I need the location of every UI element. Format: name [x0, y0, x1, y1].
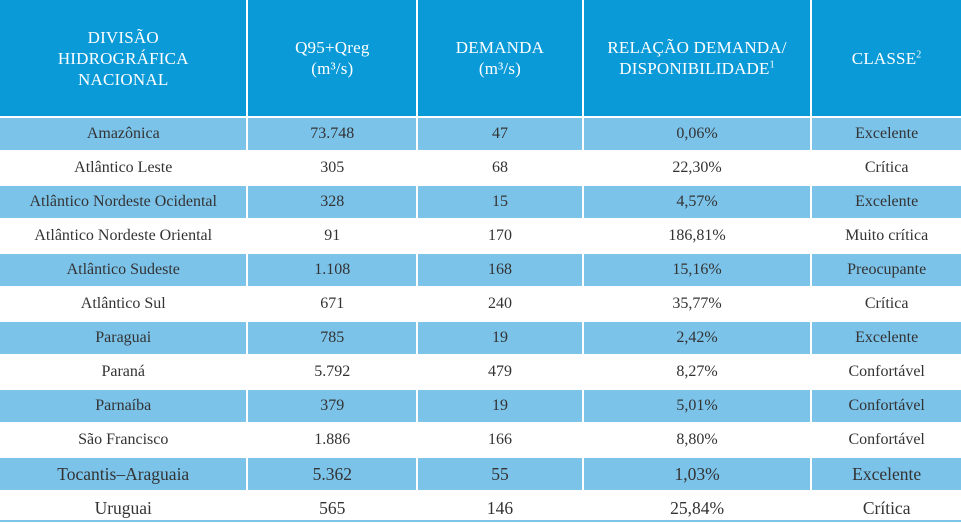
cell-relacao: 0,06%: [584, 118, 811, 150]
cell-classe: Excelente: [812, 118, 961, 150]
cell-divisao: Paraná: [0, 356, 246, 388]
cell-demanda: 479: [418, 356, 582, 388]
cell-q95: 73.748: [248, 118, 416, 150]
cell-q95: 379: [248, 390, 416, 422]
cell-demanda: 19: [418, 390, 582, 422]
table-row: [0, 152, 961, 184]
cell-q95: 5.792: [248, 356, 416, 388]
cell-q95: 671: [248, 288, 416, 320]
cell-divisao: Atlântico Nordeste Oriental: [0, 220, 246, 252]
cell-q95: 785: [248, 322, 416, 354]
table-header: [0, 0, 961, 116]
header-divisao-label: DIVISÃO HIDROGRÁFICA NACIONAL: [57, 27, 189, 89]
cell-q95: 305: [248, 152, 416, 184]
cell-demanda: 166: [418, 424, 582, 456]
cell-classe: Crítica: [812, 492, 961, 524]
header-classe-wrap: [852, 48, 922, 69]
cell-divisao: Uruguai: [0, 492, 246, 524]
cell-demanda: 240: [418, 288, 582, 320]
cell-q95: 565: [248, 492, 416, 524]
cell-classe: Confortável: [812, 390, 961, 422]
header-relacao: [584, 0, 811, 116]
cell-demanda: 146: [418, 492, 582, 524]
header-demanda-label: DEMANDA: [455, 38, 545, 57]
table-row: [0, 424, 961, 456]
cell-relacao: 8,80%: [584, 424, 811, 456]
cell-classe: Excelente: [812, 322, 961, 354]
cell-demanda: 55: [418, 458, 582, 490]
cell-relacao: 2,42%: [584, 322, 811, 354]
footnote-marker-2: 2: [916, 48, 922, 60]
header-classe-label: CLASSE: [851, 48, 917, 68]
cell-divisao: Atlântico Leste: [0, 152, 246, 184]
cell-demanda: 47: [418, 118, 582, 150]
cell-relacao: 5,01%: [584, 390, 811, 422]
cell-divisao: São Francisco: [0, 424, 246, 456]
cell-relacao: 22,30%: [584, 152, 811, 184]
cell-divisao: Paraguai: [0, 322, 246, 354]
table-row: [0, 254, 961, 286]
cell-divisao: Tocantis–Araguaia: [0, 458, 246, 490]
cell-q95: 5.362: [248, 458, 416, 490]
cell-demanda: 168: [418, 254, 582, 286]
header-relacao-label: DISPONIBILIDADE: [619, 59, 770, 78]
cell-relacao: 4,57%: [584, 186, 811, 218]
table-row: [0, 356, 961, 388]
cell-relacao: 1,03%: [584, 458, 811, 490]
cell-q95: 91: [248, 220, 416, 252]
header-divisao: [0, 0, 246, 116]
cell-demanda: 68: [418, 152, 582, 184]
cell-divisao: Atlântico Sudeste: [0, 254, 246, 286]
cell-relacao: 25,84%: [584, 492, 811, 524]
cell-classe: Excelente: [812, 458, 961, 490]
cell-demanda: 19: [418, 322, 582, 354]
cell-relacao: 186,81%: [584, 220, 811, 252]
table-row: [0, 186, 961, 218]
cell-classe: Confortável: [812, 424, 961, 456]
table-bottom-rule: [0, 520, 961, 522]
cell-q95: 1.886: [248, 424, 416, 456]
cell-divisao: Atlântico Nordeste Ocidental: [0, 186, 246, 218]
cell-relacao: 8,27%: [584, 356, 811, 388]
cell-classe: Crítica: [812, 288, 961, 320]
cell-relacao: 35,77%: [584, 288, 811, 320]
cell-classe: Excelente: [812, 186, 961, 218]
cell-divisao: Amazônica: [0, 118, 246, 150]
cell-relacao: 15,16%: [584, 254, 811, 286]
table-row: [0, 322, 961, 354]
cell-classe: Preocupante: [812, 254, 961, 286]
table-row: [0, 458, 961, 490]
footnote-marker-1: 1: [769, 59, 775, 71]
table-row: [0, 220, 961, 252]
header-q95-label: Q95+Qreg: [295, 38, 370, 57]
header-relacao-line2: [607, 58, 786, 79]
cell-classe: Muito crítica: [812, 220, 961, 252]
header-relacao-line1: RELAÇÃO DEMANDA/: [607, 38, 787, 57]
table-row: [0, 288, 961, 320]
header-q95-unit: (m³/s): [311, 59, 354, 78]
header-classe: [812, 0, 961, 116]
cell-divisao: Atlântico Sul: [0, 288, 246, 320]
cell-q95: 1.108: [248, 254, 416, 286]
cell-classe: Crítica: [812, 152, 961, 184]
cell-divisao: Parnaíba: [0, 390, 246, 422]
header-q95: [248, 0, 416, 116]
header-demanda: [418, 0, 582, 116]
table-row: [0, 390, 961, 422]
cell-demanda: 15: [418, 186, 582, 218]
table-body: [0, 118, 961, 524]
cell-classe: Confortável: [812, 356, 961, 388]
header-demanda-unit: (m³/s): [478, 59, 522, 78]
cell-q95: 328: [248, 186, 416, 218]
cell-demanda: 170: [418, 220, 582, 252]
table-row: [0, 118, 961, 150]
